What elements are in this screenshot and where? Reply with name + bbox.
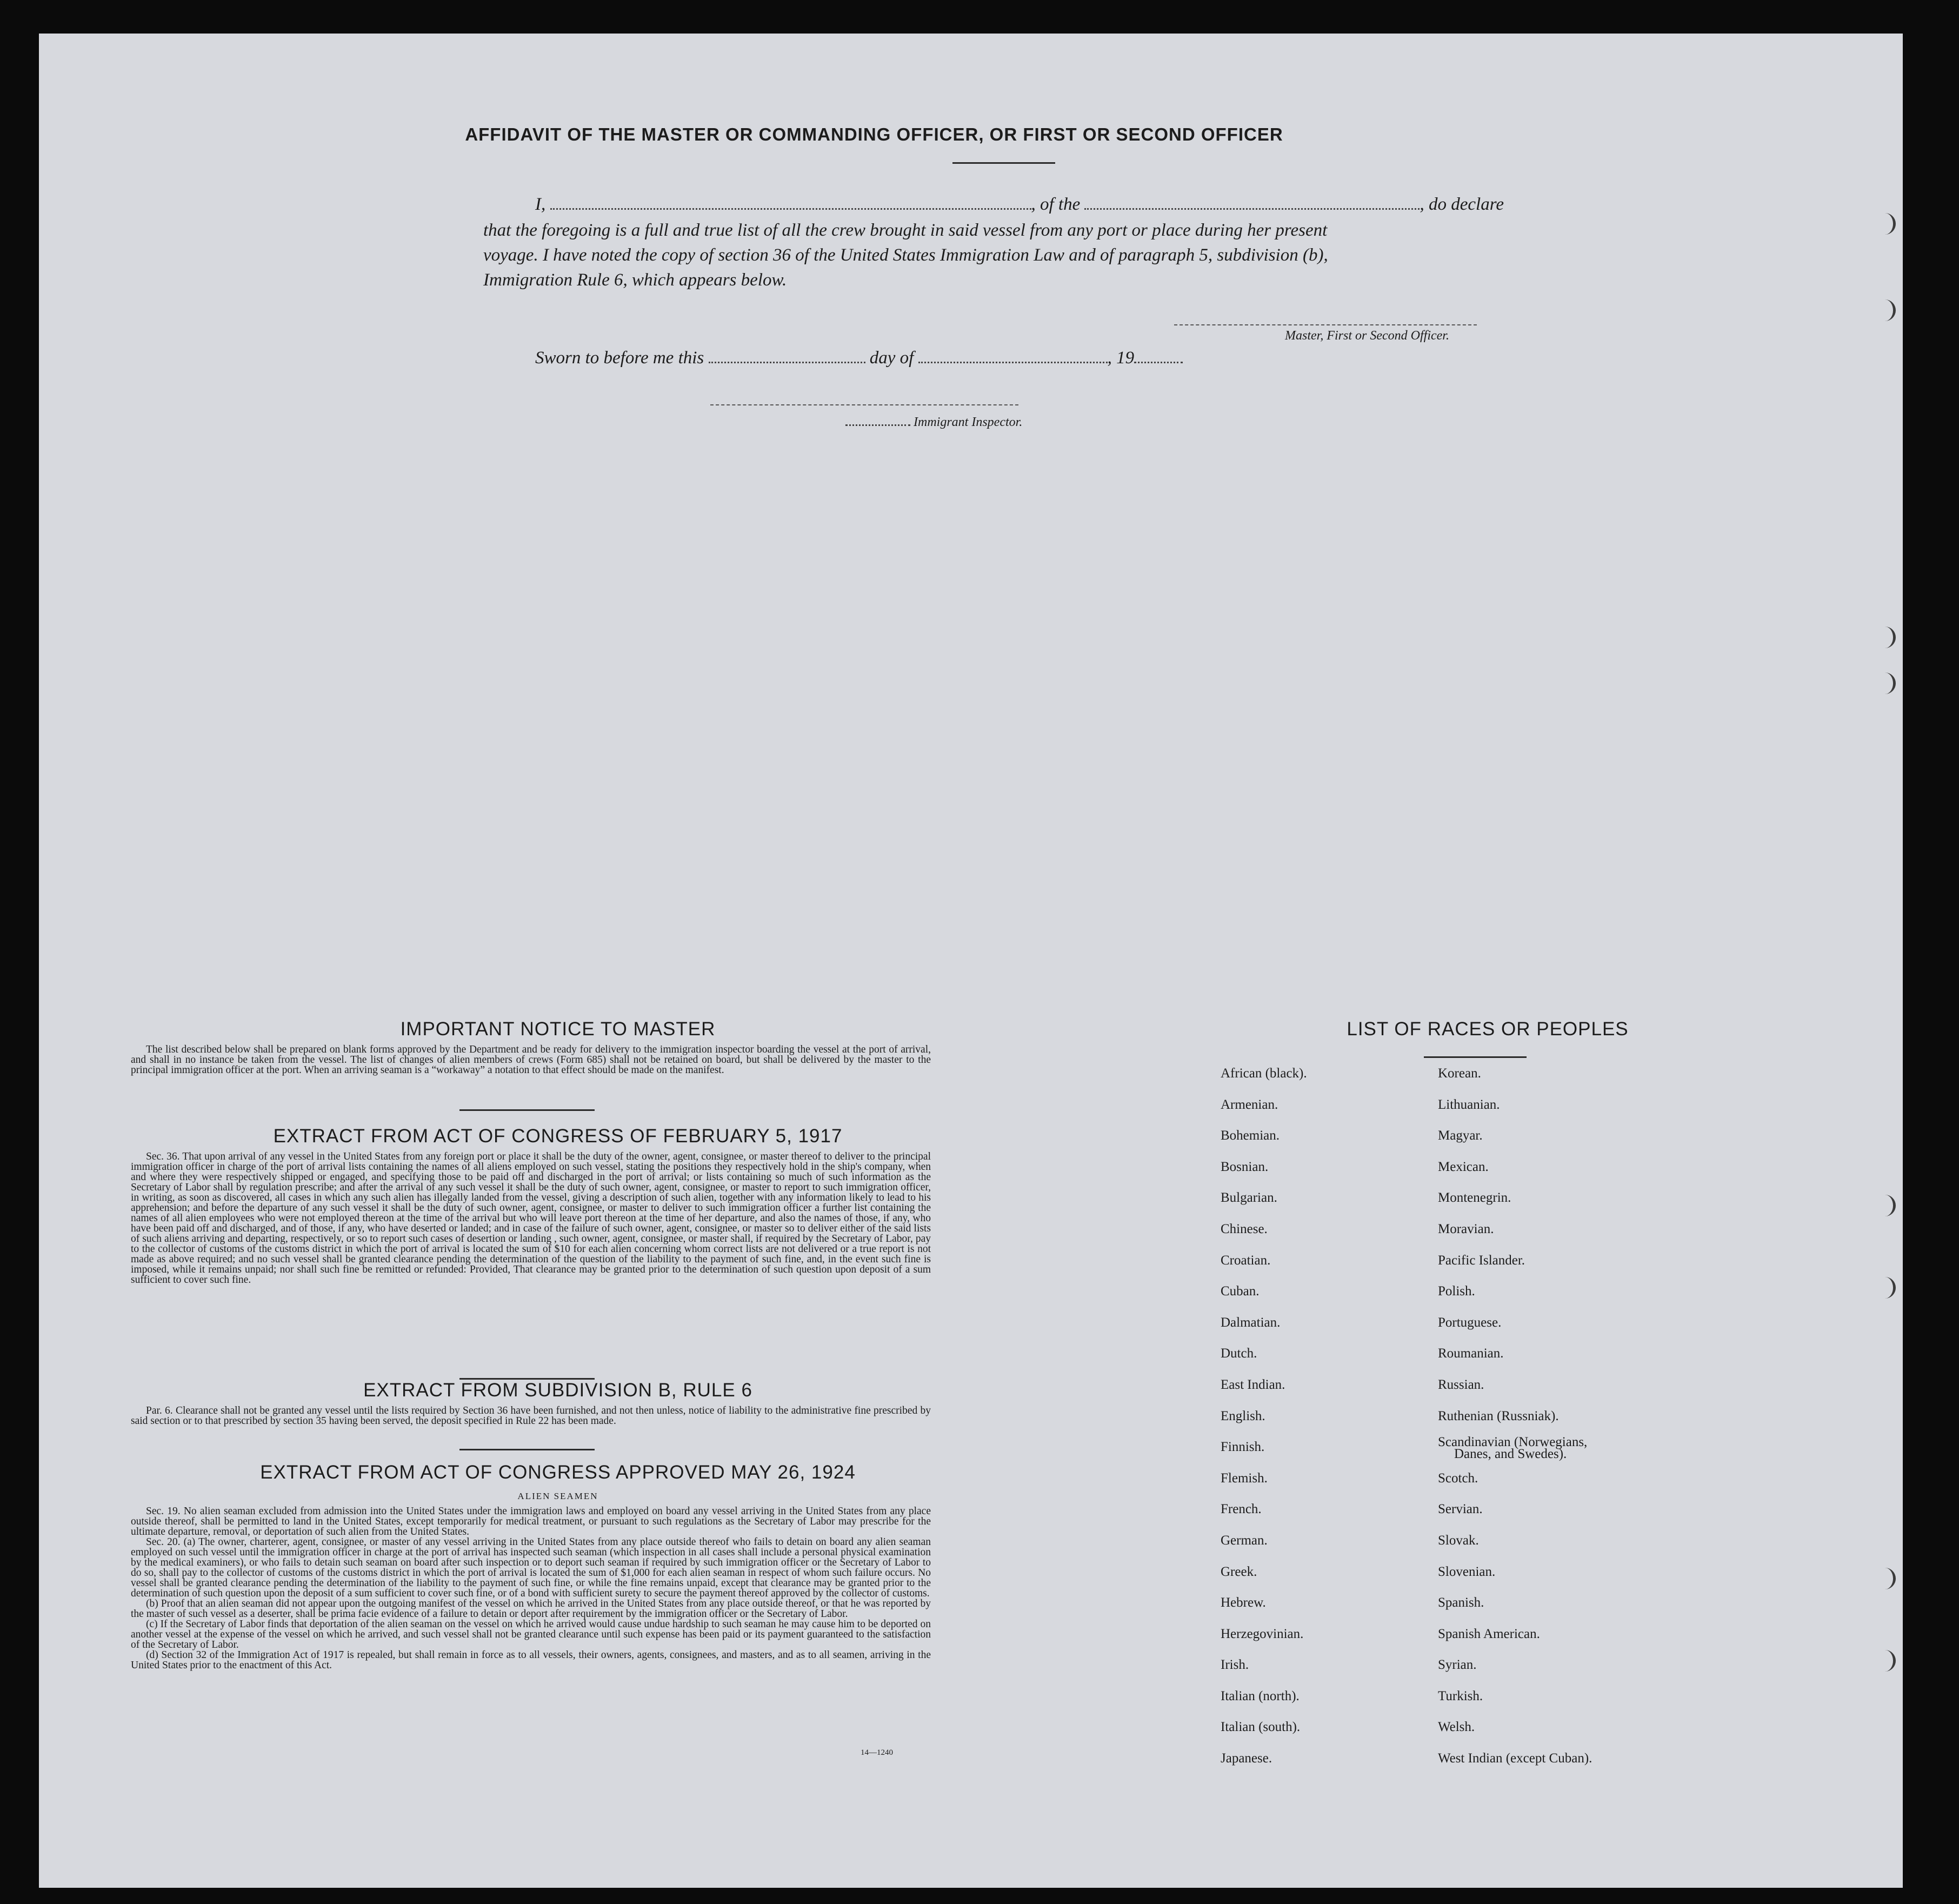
affidavit-text: I, [535,195,546,214]
extract-1924-paragraph: (b) Proof that an alien seaman did not appear upon the outgoing manifest of the vessel on which he arrived in the United States from any place outside thereof, or that he was reported by the master of such vessel as a deserter, shall be prima facie evidence of a failure to detain or deport after requirement by the immigration officer or the Secretary of Labor. [131,1598,931,1620]
extract-1924-paragraph: Sec. 19. No alien seaman excluded from admission into the United States under the immigration laws and employed on board any vessel arriving in the United States from any place outside thereof, shall be permitted to land in the United States, except temporarily for medical treatment, or pursuant to such regulations as the Secretary of Labor may prescribe for the ultimate departure, removal, or deportation of such alien from the United States. [131,1506,931,1537]
name-blank[interactable] [550,207,1031,210]
sworn-text: Sworn to before me this [535,348,704,368]
extract-1924-paragraph: (d) Section 32 of the Immigration Act of 1917 is repealed, but shall remain in force as to all vessels, their owners, agents, consignees, and masters, and as to all seamen, arriving in the United States prior to the enactment of this Act. [131,1649,931,1671]
races-title: LIST OF RACES OR PEOPLES [1347,1018,1629,1040]
affidavit-line-4: Immigration Rule 6, which appears below. [483,270,787,290]
master-caption: Master, First or Second Officer. [1285,329,1449,343]
race-item: Magyar. [1438,1128,1483,1143]
race-item: Servian. [1438,1502,1483,1517]
race-item: Spanish. [1438,1595,1484,1610]
race-item: Greek. [1221,1564,1257,1579]
master-signature-line[interactable] [1174,324,1477,325]
race-item: Slovenian. [1438,1564,1496,1579]
race-item: Italian (south). [1221,1720,1301,1735]
race-item: Bulgarian. [1221,1190,1277,1206]
race-item: Slovak. [1438,1533,1479,1548]
extract-1917-title: EXTRACT FROM ACT OF CONGRESS OF FEBRUARY 5, 1917 [273,1126,843,1147]
binder-hole [1877,1650,1896,1672]
race-item: Roumanian. [1438,1346,1504,1361]
inspector-blank[interactable] [845,423,910,426]
binder-hole [1877,1277,1896,1299]
extract-1924-paragraph: Sec. 20. (a) The owner, charterer, agent, consignee, or master of any vessel arriving in the United States from any place outside thereof who fails to detain on board any alien seaman employed on such vessel until the immigration officer in charge at the port of arrival has inspected such seaman (which inspection in all cases shall include a personal physical examination by the medical examiners), or who fails to detain such seaman on board after such inspection or to deport such seaman if required by such immigration officer or the Secretary of Labor to do so, shall pay to the collector of customs of the customs district in which the port of arrival is located the sum of $1,000 for each alien seaman in respect of whom such failure occurs. No vessel shall be granted clearance pending the determination of the liability to the payment of such fine, or while the fine remains unpaid, except that clearance may be granted prior to the determination of such question upon the deposit of a sum sufficient to cover such fine, or of a bond with sufficient surety to secure the payment thereof approved by the collector of customs. [131,1536,931,1599]
sworn-text: , 19 [1107,348,1135,368]
race-item: French. [1221,1502,1262,1517]
binder-hole [1877,1195,1896,1216]
extract-1917-paragraph: Sec. 36. That upon arrival of any vessel in the United States from any foreign port or place it shall be the duty of the owner, agent, consignee, or master thereof to deliver to the principal immigration officer in charge of the port of arrival lists containing the names of all aliens employed on such vessel, stating the positions they respectively hold in the ship's company, when and where they were respectively shipped or engaged, and specifying those to be paid off and discharged in the port of arrival; or lists containing so much of such information as the Secretary of Labor shall by regulation prescribe; and after the arrival of any such vessel it shall be the duty of such owner, agent, consignee, or master to report to such immigration officer, in writing, as soon as discovered, all cases in which any such alien has illegally landed from the vessel, giving a description of such alien, together with any information likely to lead to his apprehension; and before the departure of any such vessel it shall be the duty of such owner, agent, consignee, or master to deliver to such immigration officer a further list containing the names of all alien employees who were not employed thereon at the time of the arrival but who will leave port thereon at the time of her departure, and also the names of those, if any, who have been paid off and discharged, and of those, if any, who have deserted or landed; and in case of the failure of such owner, agent, consignee, or master so to deliver either of the said lists of such aliens arriving and departing, respectively, or so to report such cases of desertion or landing , such owner, agent, consignee, or master shall, if required by the Secretary of Labor, pay to the collector of customs of the customs district in which the port of arrival is located the sum of $10 for each alien concerning whom correct lists are not delivered or a true report is not made as above required; and no such vessel shall be granted clearance pending the determination of the question of the liability to the payment of such fine, and, in the event such fine is imposed, while it remains unpaid; nor shall such fine be remitted or refunded: Provided, That clearance may be granted prior to the determination of such question upon deposit of a sum sufficient to cover such fine. [131,1151,931,1286]
race-item: Montenegrin. [1438,1190,1511,1206]
race-item: Scandinavian (Norwegians, Danes, and Swedes). [1438,1435,1588,1462]
notice-title: IMPORTANT NOTICE TO MASTER [400,1018,716,1040]
extract-1924-body [131,1506,931,1670]
race-item: Cuban. [1221,1284,1260,1299]
race-item: German. [1221,1533,1268,1548]
binder-hole [1877,213,1896,235]
affidavit-line-2: that the foregoing is a full and true list of all the crew brought in said vessel from any port or place during her present [483,221,1328,240]
race-item: Italian (north). [1221,1688,1300,1703]
race-item: Dalmatian. [1221,1315,1281,1330]
notice-body [131,1044,931,1075]
race-item: Chinese. [1221,1221,1268,1236]
extract-rule6-body [131,1406,931,1426]
race-item: Armenian. [1221,1097,1278,1112]
notice-paragraph: The list described below shall be prepared on blank forms approved by the Department and be ready for delivery to the immigration inspector boarding the vessel at the port of arrival, and shall in no instance be taken from the vessel. The list of changes of alien members of crews (Form 685) shall not be retained on board, but shall be delivered by the master to the principal immigration officer at the port. When an arriving seaman is a “workaway” a notation to that effect should be made on the manifest. [131,1044,931,1076]
race-item: Croatian. [1221,1253,1271,1268]
race-item: Polish. [1438,1284,1475,1299]
vessel-blank[interactable] [1084,207,1420,210]
race-item: Scotch. [1438,1470,1478,1486]
race-item: Turkish. [1438,1688,1483,1703]
race-item: Lithuanian. [1438,1097,1500,1112]
month-blank[interactable] [918,361,1108,363]
race-item: Irish. [1221,1657,1249,1673]
extract-1924-paragraph: (c) If the Secretary of Labor finds that deportation of the alien seaman on the vessel on which he arrived would cause undue hardship to such seaman he may cause him to be deported on another vessel at the expense of the vessel on which he arrived, and such vessel shall not be granted clearance until such expense has been paid or its payment guaranteed to the satisfaction of the Secretary of Labor. [131,1619,931,1650]
sworn-line [535,348,1183,368]
race-item: Welsh. [1438,1720,1475,1735]
inspector-caption: Immigrant Inspector. [914,415,1023,429]
race-item: Spanish American. [1438,1626,1540,1641]
divider [459,1109,595,1111]
race-item: Bosnian. [1221,1159,1269,1174]
year-blank[interactable] [1134,361,1183,363]
affidavit-text: , of the [1031,195,1081,214]
binder-hole [1877,673,1896,694]
race-item: Korean. [1438,1066,1481,1081]
race-item: Hebrew. [1221,1595,1266,1610]
divider [952,162,1055,164]
race-item: Moravian. [1438,1221,1494,1236]
race-item: Japanese. [1221,1751,1272,1766]
alien-seamen-subtitle: ALIEN SEAMEN [517,1491,598,1501]
race-item: Dutch. [1221,1346,1257,1361]
form-number: 14—1240 [861,1748,893,1757]
affidavit-text: , do declare [1420,195,1504,214]
race-item: Herzegovinian. [1221,1626,1304,1641]
extract-rule6-title: EXTRACT FROM SUBDIVISION B, RULE 6 [363,1380,752,1401]
race-item-continuation: Danes, and Swedes). [1454,1447,1567,1462]
race-item: Flemish. [1221,1470,1268,1486]
document-page [39,34,1903,1888]
affidavit-line-1 [535,195,1504,215]
extract-1924-title: EXTRACT FROM ACT OF CONGRESS APPROVED MAY 26, 1924 [260,1462,856,1483]
affidavit-title: AFFIDAVIT OF THE MASTER OR COMMANDING OFFICER, OR FIRST OR SECOND OFFICER [465,124,1283,144]
extract-rule6-paragraph: Par. 6. Clearance shall not be granted any vessel until the lists required by Section 36 have been furnished, and not then unless, notice of liability to the administrative fine prescribed by said section or to that prescribed by section 35 having been served, the deposit specified in Rule 22 has been made. [131,1405,931,1427]
day-blank[interactable] [709,361,865,363]
affidavit-line-3: voyage. I have noted the copy of section 36 of the United States Immigration Law and of paragraph 5, subdivision (b), [483,245,1328,265]
races-right-column [1438,1066,1592,1782]
race-item: Portuguese. [1438,1315,1502,1330]
race-item: Mexican. [1438,1159,1489,1174]
race-item: Bohemian. [1221,1128,1280,1143]
binder-hole [1877,299,1896,321]
race-item: Ruthenian (Russniak). [1438,1408,1559,1423]
binder-hole [1877,1568,1896,1589]
race-item: West Indian (except Cuban). [1438,1751,1592,1766]
race-item: Syrian. [1438,1657,1477,1673]
inspector-signature-line[interactable] [710,404,1018,405]
extract-1917-body [131,1151,931,1285]
race-item: African (black). [1221,1066,1307,1081]
inspector-line [845,415,1022,430]
race-item: Russian. [1438,1377,1484,1392]
race-item: Pacific Islander. [1438,1253,1525,1268]
races-left-column [1221,1066,1307,1782]
race-item: Finnish. [1221,1440,1265,1455]
sworn-text: day of [869,348,914,368]
race-item: East Indian. [1221,1377,1285,1392]
race-item: English. [1221,1408,1265,1423]
divider [1424,1056,1527,1058]
binder-hole [1877,627,1896,648]
divider [459,1449,595,1450]
